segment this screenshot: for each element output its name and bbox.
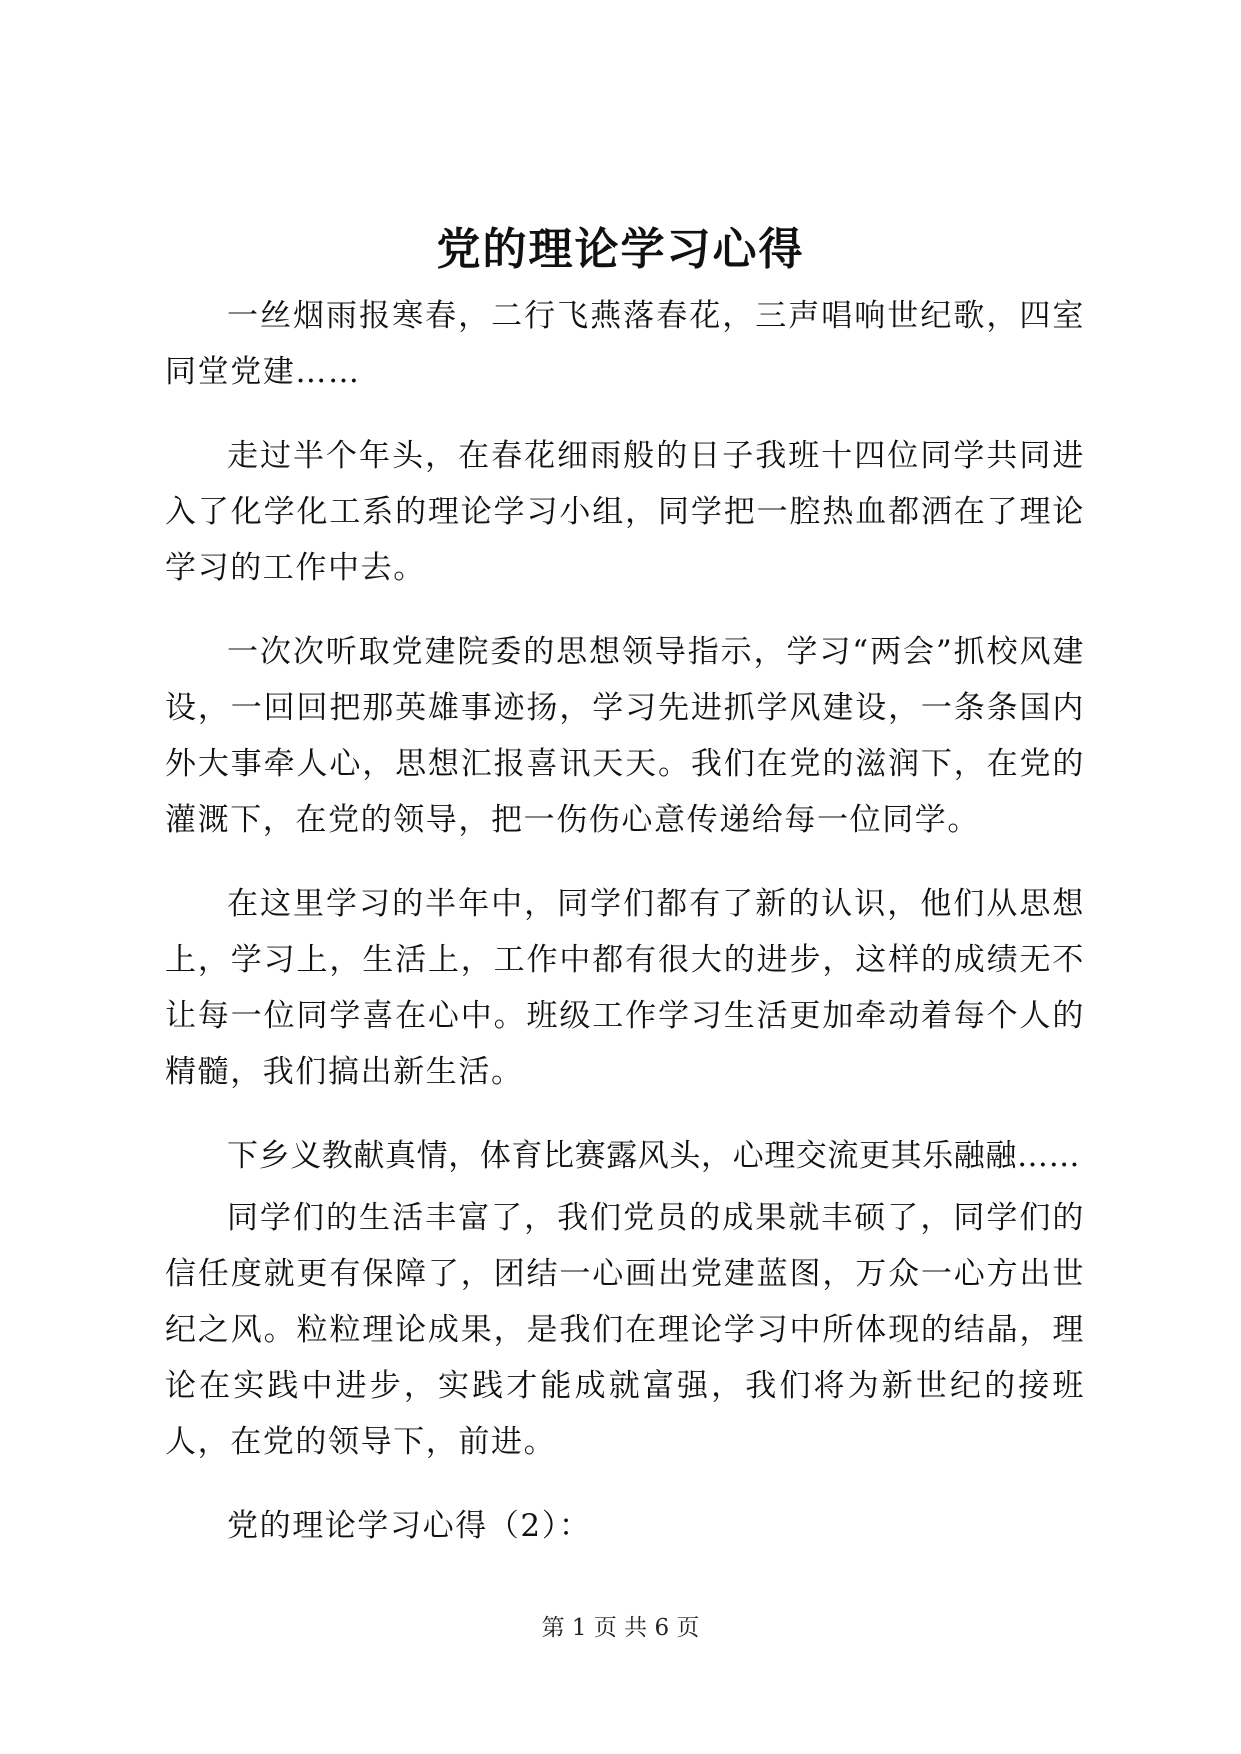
page-number-footer: 第 1 页 共 6 页 [541,1615,700,1641]
paragraph-1: 一丝烟雨报寒春，二行飞燕落春花，三声唱响世纪歌，四室同堂党建…… [165,298,1085,390]
paragraph-7: 党的理论学习心得（2）： [227,1508,592,1544]
paragraph-4: 在这里学习的半年中，同学们都有了新的认识，他们从思想上，学习上，生活上，工作中都有很大的进步，这样的成绩无不让每一位同学喜在心中。班级工作学习生活更加牵动着每个人的精髓，我们搞出新生活。 [165,886,1085,1090]
paragraph-3: 一次次听取党建院委的思想领导指示，学习“两会”抓校风建设，一回回把那英雄事迹扬，学习先进抓学风建设，一条条国内外大事牵人心，思想汇报喜讯天天。我们在党的滋润下，在党的灌溉下，在党的领导，把一伤伤心意传递给每一位同学。 [165,634,1085,838]
page-title: 党的理论学习心得 [436,224,805,275]
paragraph-5: 下乡义教献真情，体育比赛露风头，心理交流更其乐融融…… [227,1138,1081,1174]
paragraph-2: 走过半个年头，在春花细雨般的日子我班十四位同学共同进入了化学化工系的理论学习小组，同学把一腔热血都洒在了理论学习的工作中去。 [165,438,1085,586]
document-body [165,288,1085,1582]
paragraph-6: 同学们的生活丰富了，我们党员的成果就丰硕了，同学们的信任度就更有保障了，团结一心画出党建蓝图，万众一心方出世纪之风。粒粒理论成果，是我们在理论学习中所体现的结晶，理论在实践中进步，实践才能成就富强，我们将为新世纪的接班人，在党的领导下，前进。 [165,1200,1085,1460]
